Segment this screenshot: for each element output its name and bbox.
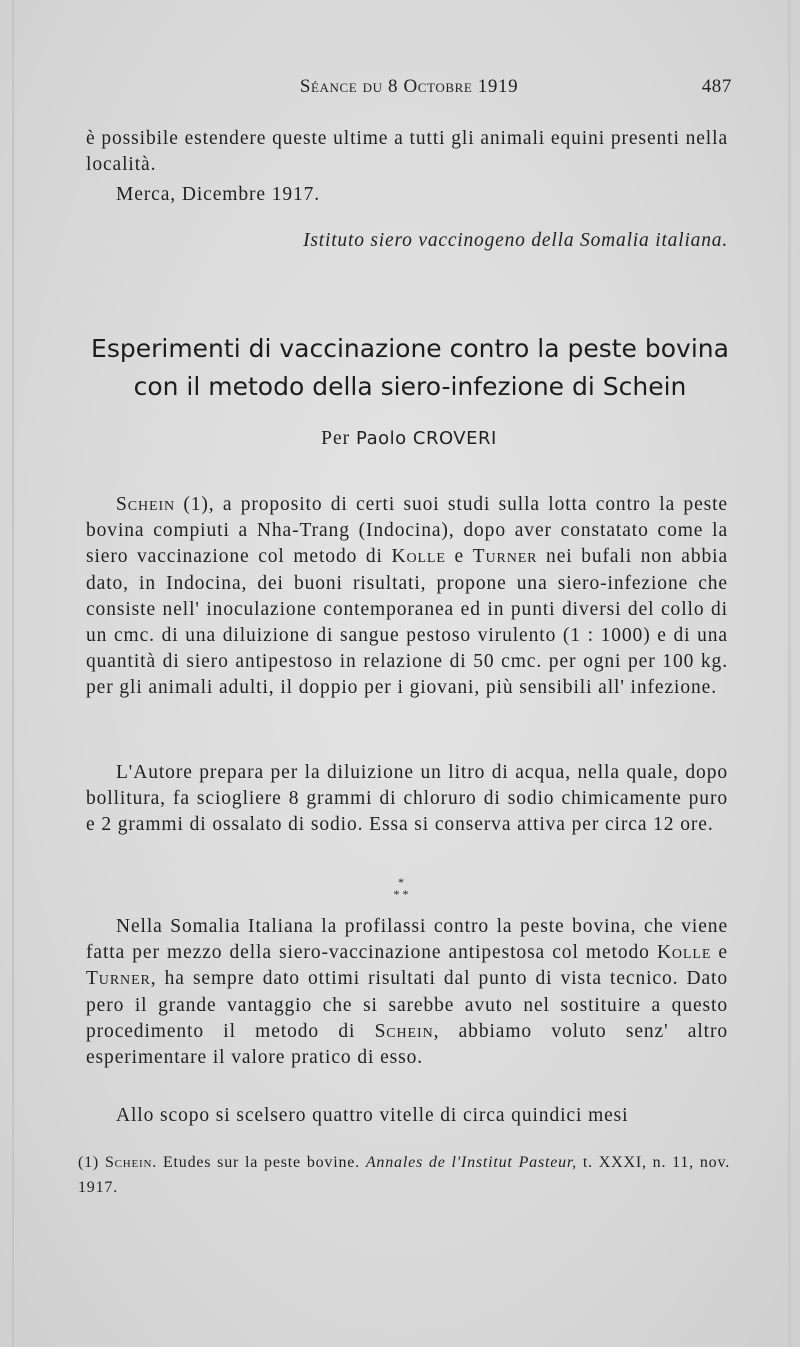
paragraph-1-text-a: (1), a proposito di certi suoi studi sulla lotta contro la peste bovina compiuti a Nha-Trang (Indocina), dopo aver constatato come la siero vaccinazione col metodo di (86, 494, 728, 568)
paragraph-3-text-a: Nella Somalia Italiana la profilassi contro la peste bovina, che viene fatta per mezzo della siero-vaccinazione antipestosa col metodo (86, 916, 728, 964)
paragraph-3-text-d: , abbiamo voluto senz' altro esperimentare il valore pratico di esso. (86, 1020, 728, 1069)
footnote-journal: Annales de l'Institut Pasteur, (365, 1154, 577, 1171)
article-title-line-2: con il metodo della siero-infezione di Schein (133, 372, 687, 401)
author-ref-kolle-2: Kolle (656, 942, 712, 964)
footnote-citation: t. XXXI, n. 11, nov. 1917. (78, 1154, 731, 1196)
paragraph-4: Allo scopo si scelsero quattro vitelle di circa quindici mesi (116, 1105, 629, 1126)
article-title (60, 330, 760, 406)
article-title-line-1: Esperimenti di vaccinazione contro la peste bovina (91, 334, 729, 363)
paragraph-1-text-c: nei bufali non abbia dato, in Indocina, dei buoni risultati, propone una siero-infezione che consiste nell' inoculazione contemporanea ed in punti diversi del collo di un cmc. di una diluizione di sangue pestoso virulento (1 : 1000) e di una quantità di siero antipestoso in relazione di 50 cmc. per ogni per 100 kg. per gli animali adulti, il doppio per i giovani, più sensibili all' infezione. (86, 546, 729, 699)
previous-article-closing-paragraph: è possibile estendere queste ultime a tutti gli animali equini presenti nella località. (86, 128, 728, 176)
footnote-marker: (1) (78, 1154, 105, 1171)
paragraph-3-text-b: e (711, 942, 728, 964)
page-edge-right (788, 0, 791, 1347)
previous-article-dateline: Merca, Dicembre 1917. (116, 184, 321, 205)
footnote-text: . Etudes sur la peste bovine. (152, 1154, 366, 1171)
byline (86, 428, 732, 450)
author-ref-schein-2: Schein (374, 1020, 434, 1042)
byline-prefix: Per (321, 428, 351, 449)
author-name: Paolo CROVERI (356, 428, 497, 449)
separator-bottom: * * (393, 887, 409, 901)
footnote (78, 1150, 730, 1200)
running-header (86, 76, 732, 104)
paragraph-3 (86, 914, 728, 1071)
previous-article-signature: Istituto siero vaccinogeno della Somalia italiana. (303, 230, 728, 251)
author-ref-kolle: Kolle (391, 546, 446, 568)
paragraph-1-text-b: e (445, 546, 473, 568)
author-ref-schein: Schein (116, 494, 176, 515)
section-separator (376, 876, 426, 906)
paragraph-1 (86, 492, 728, 702)
author-ref-turner: Turner (472, 546, 538, 568)
page-edge-left (12, 0, 14, 1347)
author-ref-turner-2: Turner (86, 968, 151, 990)
page-number: 487 (701, 76, 732, 97)
running-title: Séance du 8 Octobre 1919 (299, 76, 519, 97)
paragraph-2: L'Autore prepara per la diluizione un litro di acqua, nella quale, dopo bollitura, fa sciogliere 8 grammi di chloruro di sodio chimicamente puro e 2 grammi di ossalato di sodio. Essa si conserva attiva per circa 12 ore. (86, 762, 728, 836)
separator-top: * (398, 875, 404, 889)
paragraph-3-text-c: , ha sempre dato ottimi risultati dal punto di vista tecnico. Dato pero il grande vantaggio che si sarebbe avuto nel sostituire a questo procedimento il metodo di (86, 968, 728, 1042)
footnote-author: Schein (104, 1154, 153, 1171)
